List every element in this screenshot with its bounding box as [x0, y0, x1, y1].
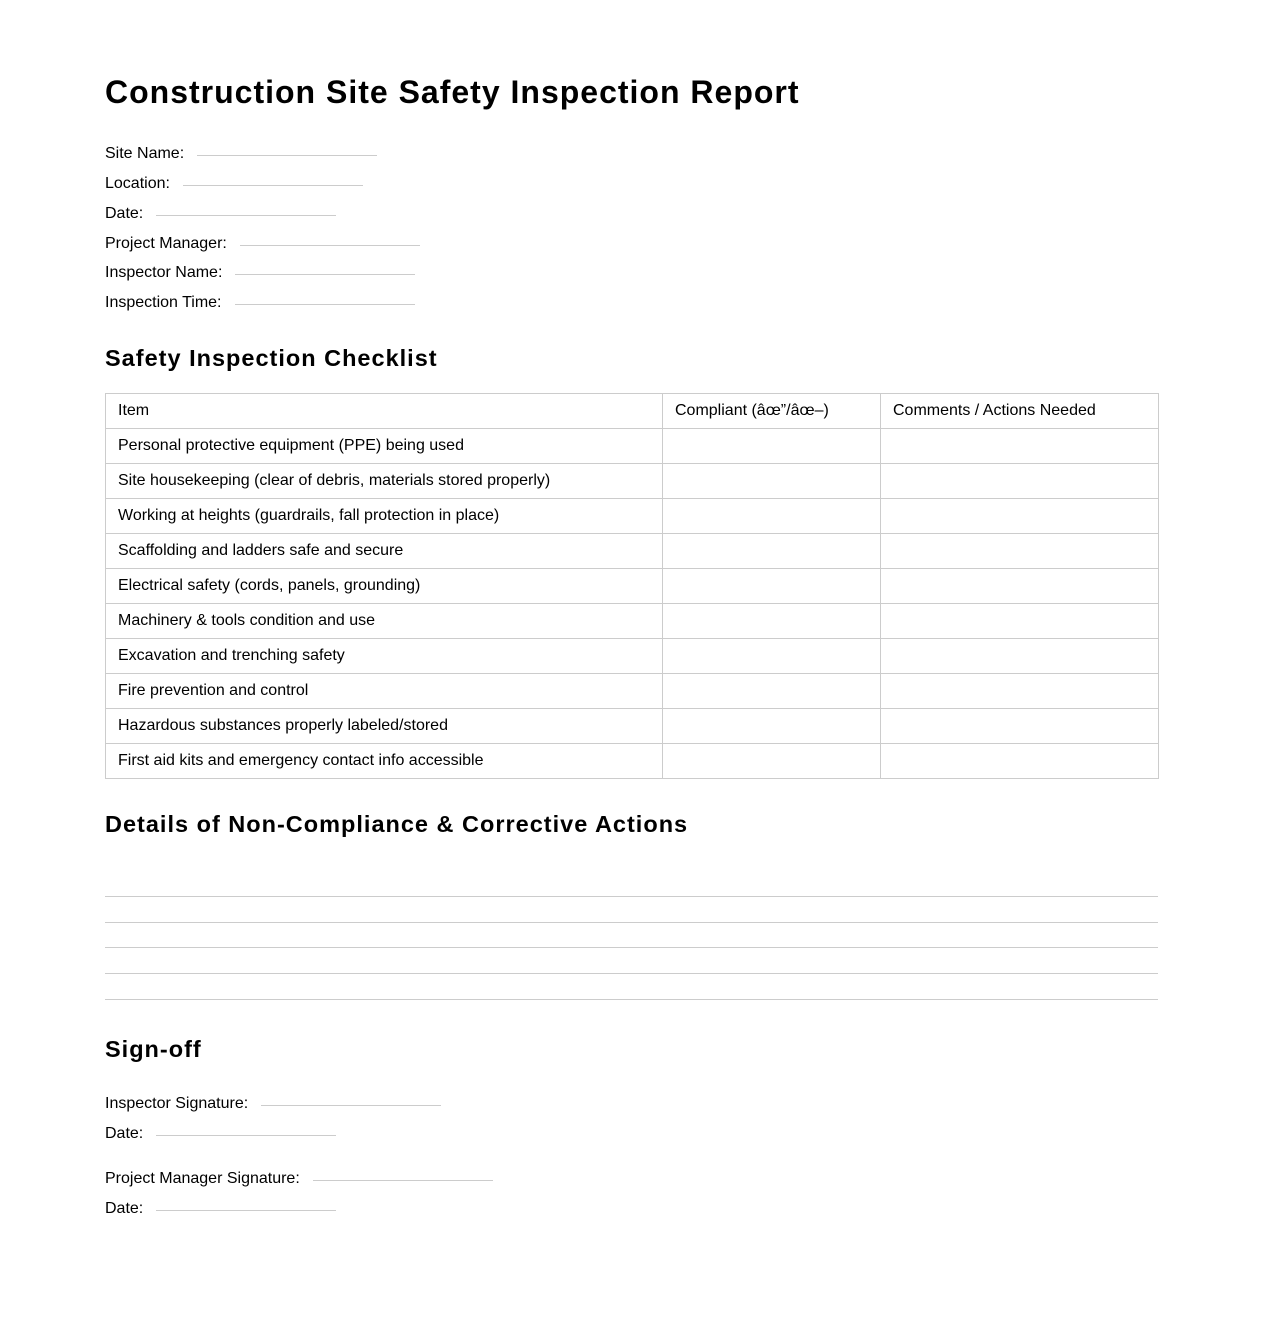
item-cell: Personal protective equipment (PPE) being used [106, 429, 663, 464]
item-cell: Excavation and trenching safety [106, 639, 663, 674]
date-input-line[interactable] [156, 215, 336, 216]
compliant-cell[interactable] [663, 464, 881, 499]
comments-cell[interactable] [881, 604, 1159, 639]
inspection-time-label: Inspection Time: [105, 294, 222, 311]
item-cell: Fire prevention and control [106, 674, 663, 709]
table-row [106, 499, 1159, 534]
non-compliance-writing-line[interactable] [105, 896, 1158, 897]
table-row [106, 569, 1159, 604]
item-cell: Machinery & tools condition and use [106, 604, 663, 639]
project-manager-label: Project Manager: [105, 235, 227, 252]
date-label: Date: [105, 205, 144, 222]
column-header-item: Item [106, 394, 663, 429]
project-manager-signature-field [105, 1169, 493, 1189]
table-row [106, 534, 1159, 569]
table-row [106, 709, 1159, 744]
signoff-heading: Sign-off [105, 1036, 202, 1062]
compliant-cell[interactable] [663, 499, 881, 534]
inspector-signature-label: Inspector Signature: [105, 1095, 249, 1112]
inspector-name-field [105, 263, 415, 283]
inspector-date-input-line[interactable] [156, 1135, 336, 1136]
non-compliance-writing-line[interactable] [105, 947, 1158, 948]
comments-cell[interactable] [881, 499, 1159, 534]
comments-cell[interactable] [881, 569, 1159, 604]
compliant-cell[interactable] [663, 709, 881, 744]
inspector-signature-input-line[interactable] [261, 1105, 441, 1106]
item-cell: Site housekeeping (clear of debris, materials stored properly) [106, 464, 663, 499]
column-header-comments: Comments / Actions Needed [881, 394, 1159, 429]
table-row [106, 744, 1159, 779]
checklist-heading: Safety Inspection Checklist [105, 345, 438, 371]
comments-cell[interactable] [881, 429, 1159, 464]
comments-cell[interactable] [881, 464, 1159, 499]
date-field [105, 204, 336, 224]
project-manager-date-label: Date: [105, 1200, 144, 1217]
site-name-field [105, 144, 377, 164]
safety-checklist-table [105, 393, 1159, 779]
table-header-row [106, 394, 1159, 429]
item-cell: Electrical safety (cords, panels, grounding) [106, 569, 663, 604]
inspector-date-label: Date: [105, 1125, 144, 1142]
table-row [106, 639, 1159, 674]
compliant-cell[interactable] [663, 604, 881, 639]
compliant-cell[interactable] [663, 534, 881, 569]
table-row [106, 674, 1159, 709]
table-row [106, 429, 1159, 464]
location-field [105, 174, 363, 194]
comments-cell[interactable] [881, 534, 1159, 569]
compliant-cell[interactable] [663, 674, 881, 709]
item-cell: Hazardous substances properly labeled/stored [106, 709, 663, 744]
inspector-signature-field [105, 1094, 441, 1114]
page-title: Construction Site Safety Inspection Report [105, 74, 800, 110]
item-cell: Scaffolding and ladders safe and secure [106, 534, 663, 569]
location-input-line[interactable] [183, 185, 363, 186]
non-compliance-writing-line[interactable] [105, 922, 1158, 923]
non-compliance-heading: Details of Non-Compliance & Corrective Actions [105, 811, 689, 837]
item-cell: First aid kits and emergency contact info accessible [106, 744, 663, 779]
non-compliance-writing-line[interactable] [105, 973, 1158, 974]
project-manager-date-field [105, 1199, 336, 1219]
location-label: Location: [105, 175, 170, 192]
inspector-name-input-line[interactable] [235, 274, 415, 275]
compliant-cell[interactable] [663, 429, 881, 464]
comments-cell[interactable] [881, 639, 1159, 674]
compliant-cell[interactable] [663, 569, 881, 604]
comments-cell[interactable] [881, 709, 1159, 744]
site-name-input-line[interactable] [197, 155, 377, 156]
column-header-compliant: Compliant (âœ”/âœ–) [663, 394, 881, 429]
table-row [106, 604, 1159, 639]
site-name-label: Site Name: [105, 145, 185, 162]
non-compliance-writing-line[interactable] [105, 999, 1158, 1000]
comments-cell[interactable] [881, 674, 1159, 709]
project-manager-input-line[interactable] [240, 245, 420, 246]
inspector-date-field [105, 1124, 336, 1144]
inspector-name-label: Inspector Name: [105, 264, 223, 281]
project-manager-signature-input-line[interactable] [313, 1180, 493, 1181]
project-manager-date-input-line[interactable] [156, 1210, 336, 1211]
comments-cell[interactable] [881, 744, 1159, 779]
table-row [106, 464, 1159, 499]
project-manager-field [105, 234, 420, 254]
inspection-time-input-line[interactable] [235, 304, 415, 305]
compliant-cell[interactable] [663, 639, 881, 674]
inspection-time-field [105, 293, 415, 313]
compliant-cell[interactable] [663, 744, 881, 779]
project-manager-signature-label: Project Manager Signature: [105, 1170, 300, 1187]
item-cell: Working at heights (guardrails, fall protection in place) [106, 499, 663, 534]
